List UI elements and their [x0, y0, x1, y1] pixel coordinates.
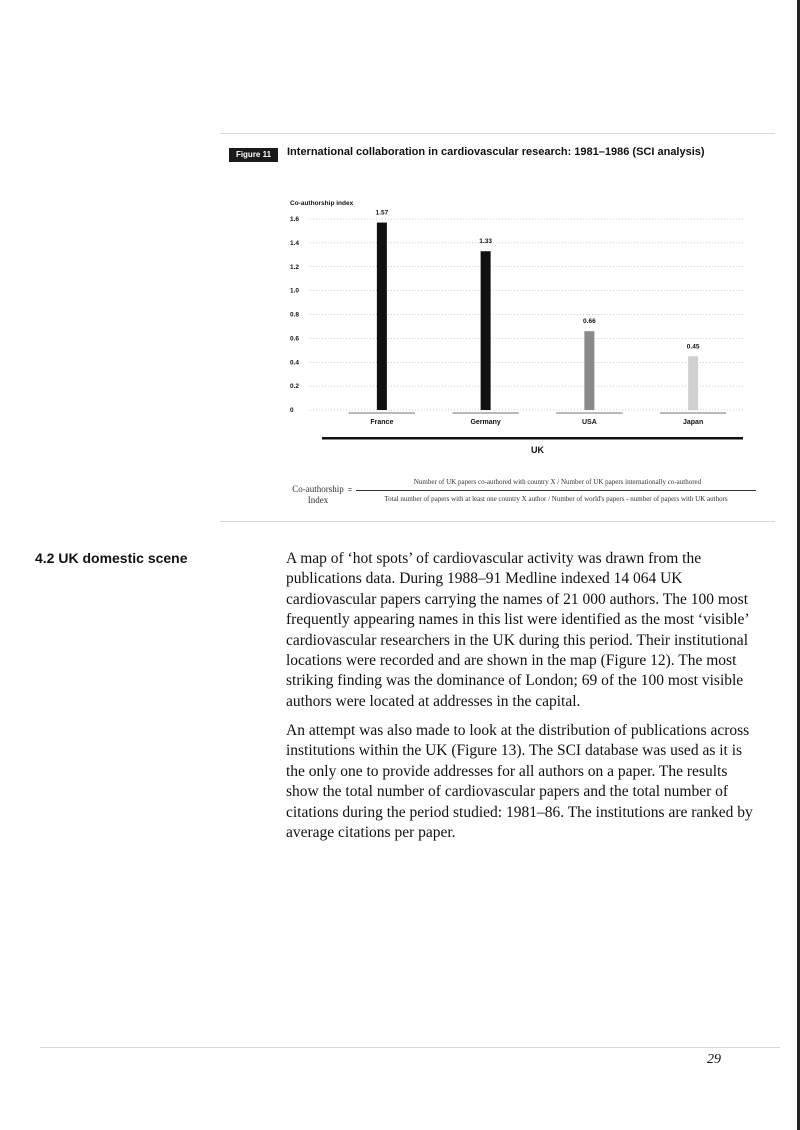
- y-tick-label-3: 0.6: [290, 335, 300, 343]
- formula-label-line2: Index: [307, 495, 329, 505]
- y-tick-label-7: 1.4: [290, 239, 300, 247]
- divider-bottom: [40, 1047, 780, 1048]
- data-label-japan: 0.45: [686, 343, 700, 351]
- data-label-usa: 0.66: [583, 318, 596, 326]
- bar-germany: [481, 251, 491, 410]
- figure-title: International collaboration in cardiovascular research: 1981–1986 (SCI analysis): [287, 146, 705, 158]
- y-tick-label-0: 0: [290, 407, 294, 414]
- body-paragraph-2: An attempt was also made to look at the distribution of publications across institutions within the UK (Figure 13). The SCI database was used as it is the only one to provide addresses for all authors on a paper. The results show the total number of cardiovascular papers and the total number of citations during the period studied: 1981–86. The institutions are ranked by average citations per paper.: [286, 722, 753, 842]
- bar-japan: [688, 356, 698, 410]
- y-tick-label-2: 0.4: [290, 359, 300, 367]
- y-tick-label-5: 1.0: [290, 287, 300, 295]
- data-label-germany: 1.33: [479, 238, 492, 246]
- section-heading: 4.2 UK domestic scene: [35, 550, 188, 566]
- x-tick-label-germany: Germany: [470, 419, 501, 426]
- y-tick-label-8: 1.6: [290, 216, 300, 223]
- x-axis-title: UK: [531, 445, 544, 455]
- formula-label: [288, 484, 348, 506]
- divider-top: [220, 133, 775, 134]
- bar-france: [377, 223, 387, 410]
- x-tick-label-usa: USA: [581, 419, 597, 426]
- co-authorship-formula: [288, 473, 758, 513]
- y-axis-title: Co-authorship index: [290, 200, 354, 207]
- co-authorship-bar-chart: [290, 195, 750, 465]
- x-axis-group-rule: [322, 437, 743, 440]
- y-tick-label-6: 1.2: [290, 263, 300, 271]
- formula-numerator: Number of UK papers co-authored with country X / Number of UK papers internationally co-authored: [413, 478, 702, 486]
- body-paragraph-1: A map of ‘hot spots’ of cardiovascular activity was drawn from the publications data. During 1988–91 Medline indexed 14 064 UK cardiovascular papers carrying the names of 21 000 authors. The 100 most frequently appearing names in this list were identified as the most ‘visible’ cardiovascular researchers in the UK during this period. Their institutional locations were recorded and are shown in the map (Figure 12). The most striking finding was the dominance of London; 69 of the 100 most visible authors were located at addresses in the capital.: [286, 550, 749, 710]
- y-tick-label-1: 0.2: [290, 383, 300, 391]
- x-tick-label-france: France: [370, 419, 394, 426]
- formula-label-line1: Co-authorship: [292, 484, 344, 494]
- y-tick-label-4: 0.8: [290, 311, 300, 319]
- formula-fraction-bar: [356, 490, 756, 491]
- data-label-france: 1.57: [375, 209, 389, 217]
- formula-denominator: Total number of papers with at least one country X author / Number of world's papers - number of papers with UK authors: [384, 495, 728, 503]
- figure-badge: Figure 11: [229, 148, 278, 162]
- page-number: 29: [707, 1052, 721, 1067]
- divider-middle: [220, 521, 775, 522]
- formula-equals: =: [348, 487, 353, 494]
- bar-usa: [584, 331, 594, 410]
- x-tick-label-japan: Japan: [683, 419, 704, 426]
